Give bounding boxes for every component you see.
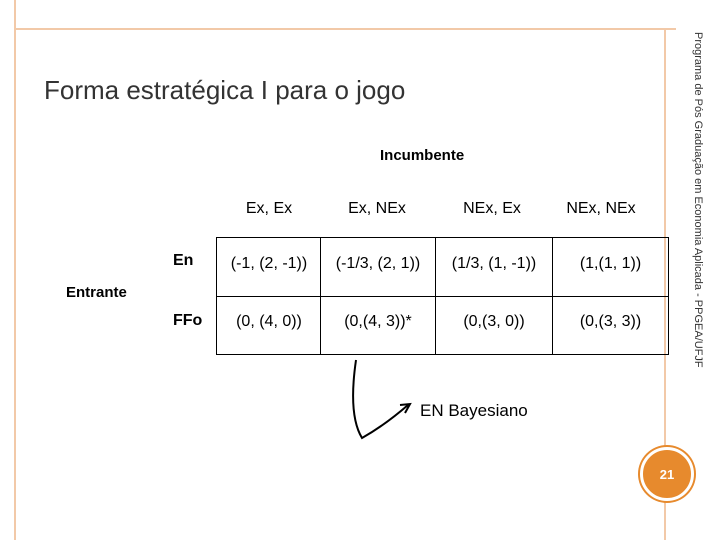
row-label-en: En <box>173 252 194 269</box>
player-column-label: Incumbente <box>380 147 465 164</box>
row-label-ffo: FFo <box>173 312 203 329</box>
frame-top-line <box>14 28 676 30</box>
table-rule <box>216 237 669 238</box>
nash-equilibrium-label: EN Bayesiano <box>420 401 528 420</box>
table-rule <box>216 296 669 297</box>
table-cell: (1/3, (1, -1)) <box>451 255 537 272</box>
slide-title: Forma estratégica I para o jogo <box>44 75 406 105</box>
frame-left-line <box>14 0 16 540</box>
column-header: NEx, NEx <box>566 200 636 217</box>
table-cell: (0, (4, 0)) <box>236 313 302 330</box>
table-rule <box>668 237 669 355</box>
payoff-table <box>216 237 669 355</box>
page-number-badge <box>640 447 694 501</box>
table-rule <box>216 354 669 355</box>
column-header: Ex, NEx <box>348 200 406 217</box>
table-cell: (-1, (2, -1)) <box>230 255 308 272</box>
curved-arrow-icon <box>340 355 420 450</box>
column-header: NEx, Ex <box>463 200 521 217</box>
table-cell: (-1/3, (2, 1)) <box>335 255 421 272</box>
table-cell: (0,(3, 3)) <box>579 313 642 330</box>
player-row-label: Entrante <box>66 284 127 301</box>
side-program-text: Programa de Pós Graduação em Economia Aplicada - PPGEA/UFJF <box>692 32 704 368</box>
column-header: Ex, Ex <box>245 200 293 217</box>
page-number: 21 <box>659 466 675 482</box>
table-cell: (0,(3, 0)) <box>463 313 525 330</box>
table-cell: (0,(4, 3))* <box>344 313 412 330</box>
table-cell: (1,(1, 1)) <box>579 255 642 272</box>
table-rule <box>216 237 217 355</box>
